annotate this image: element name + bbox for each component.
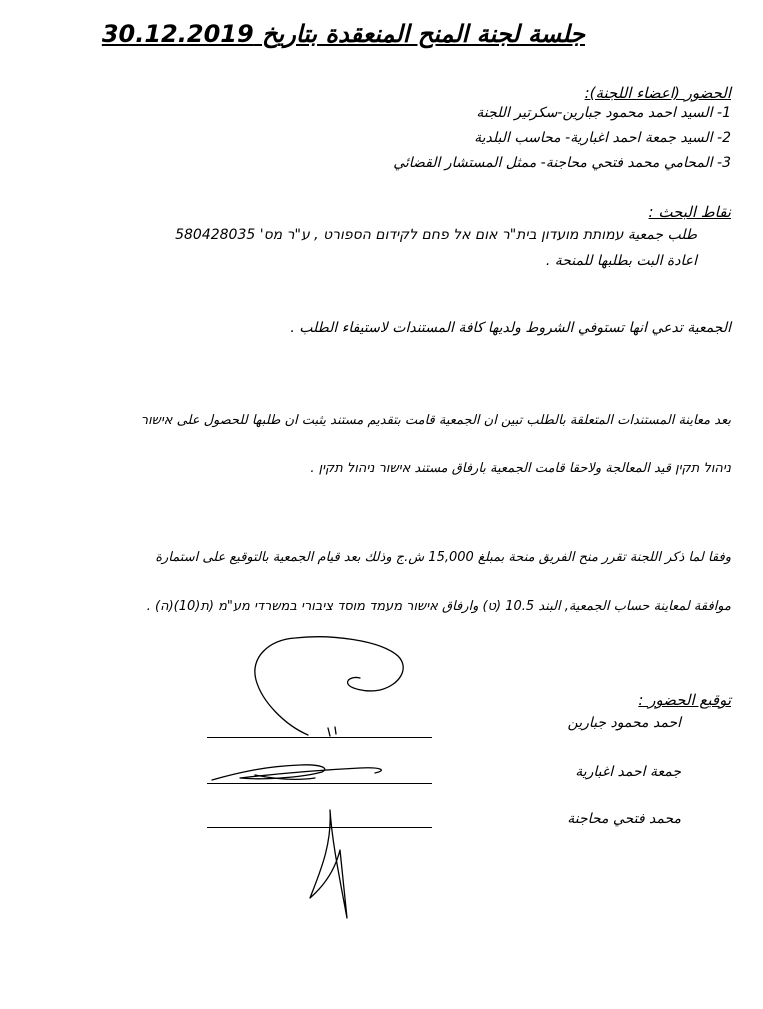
discussion-line-2: اعادة البت بطلبها للمنحة .	[545, 253, 697, 269]
signature-name-3: محمد فتحي محاجنة	[567, 811, 681, 827]
signature-name-2: جمعة احمد اغبارية	[575, 764, 681, 780]
paragraph-2-line-1: بعد معاينة المستندات المتعلقة بالطلب تبين ان الجمعية قامت بتقديم مستند يثبت ان طلبها للحصول على אישור	[140, 413, 731, 428]
attendance-member-2: 2- السيد جمعة احمد اغبارية- محاسب البلدية	[474, 130, 731, 146]
attendance-heading: الحضور (اعضاء اللجنة):	[584, 84, 731, 102]
attendance-member-3: 3- المحامي محمد فتحي محاجنة- ممثل المستشار القضائي	[393, 155, 731, 171]
discussion-heading: نقاط البحث :	[648, 203, 731, 221]
paragraph-3-line-2: موافقة لمعاينة حساب الجمعية, البند 10.5 (ט) وارفاق אישור מעמד מוסד ציבורי במשרדי מע"מ (ת(10)(ה) .	[146, 599, 731, 614]
discussion-line-1: طلب جمعية עמותת מועדון בית"ר אום אל פחם לקידום הספורט , ע"ר מס' 580428035	[175, 227, 697, 243]
attendance-member-1: 1- السيد احمد محمود جبارين-سكرتير اللجنة	[476, 105, 731, 121]
signatures-heading: توقيع الحضور :	[638, 691, 731, 709]
paragraph-3-line-1: وفقا لما ذكر اللجنة تقرر منح الفريق منحة بمبلغ 15,000 ش.ج وذلك بعد قيام الجمعية بالتوقيع على استمارة	[155, 550, 731, 565]
signature-2-scribble	[212, 765, 381, 780]
signature-1-scribble	[255, 637, 403, 735]
paragraph-1-line-1: الجمعية تدعي انها تستوفي الشروط ولديها كافة المستندات لاستيفاء الطلب .	[290, 320, 731, 336]
page-title: جلسة لجنة المنح المنعقدة بتاريخ 30.12.2019	[101, 20, 585, 48]
signature-name-1: احمد محمود جبارين	[567, 715, 681, 731]
paragraph-2-line-2: ניהול תקין قيد المعالجة ولاحقا قامت الجمعية بارفاق مستند אישור ניהול תקין .	[310, 461, 731, 476]
signature-3-scribble	[310, 810, 347, 918]
